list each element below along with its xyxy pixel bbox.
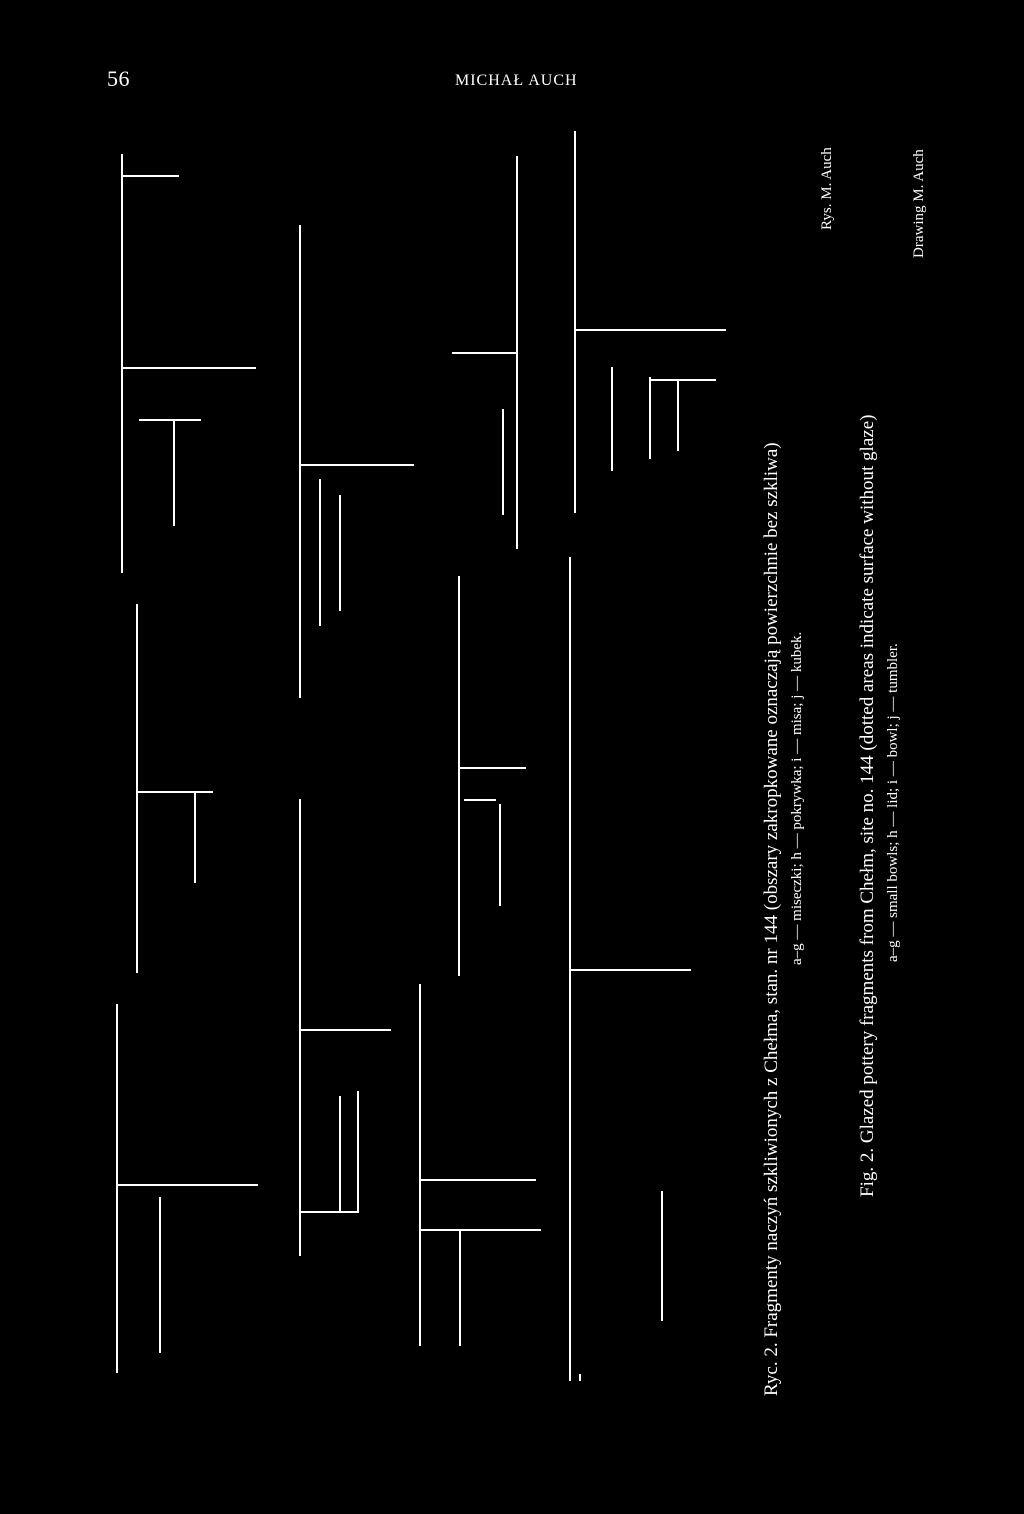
caption-pl-title: Ryc. 2. Fragmenty naczyń szkliwionych z Chełma, stan. nr 144 (obszary zakropkowane oznaczają powierzchnie bez szkliwa): [761, 442, 782, 1396]
caption-en-legend: a–g — small bowls; h — lid; i — bowl; j — tumbler.: [885, 643, 901, 962]
running-header-author: MICHAŁ AUCH: [455, 72, 578, 89]
caption-en-title: Fig. 2. Glazed pottery fragments from Chełm, site no. 144 (dotted areas indicate surface without glaze): [857, 414, 878, 1197]
caption-en-credit: Drawing M. Auch: [911, 149, 927, 258]
caption-pl-credit: Rys. M. Auch: [819, 147, 835, 230]
page-number: 56: [107, 66, 130, 91]
caption-pl-legend: a–g — miseczki; h — pokrywka; i — misa; j — kubek.: [789, 631, 805, 965]
